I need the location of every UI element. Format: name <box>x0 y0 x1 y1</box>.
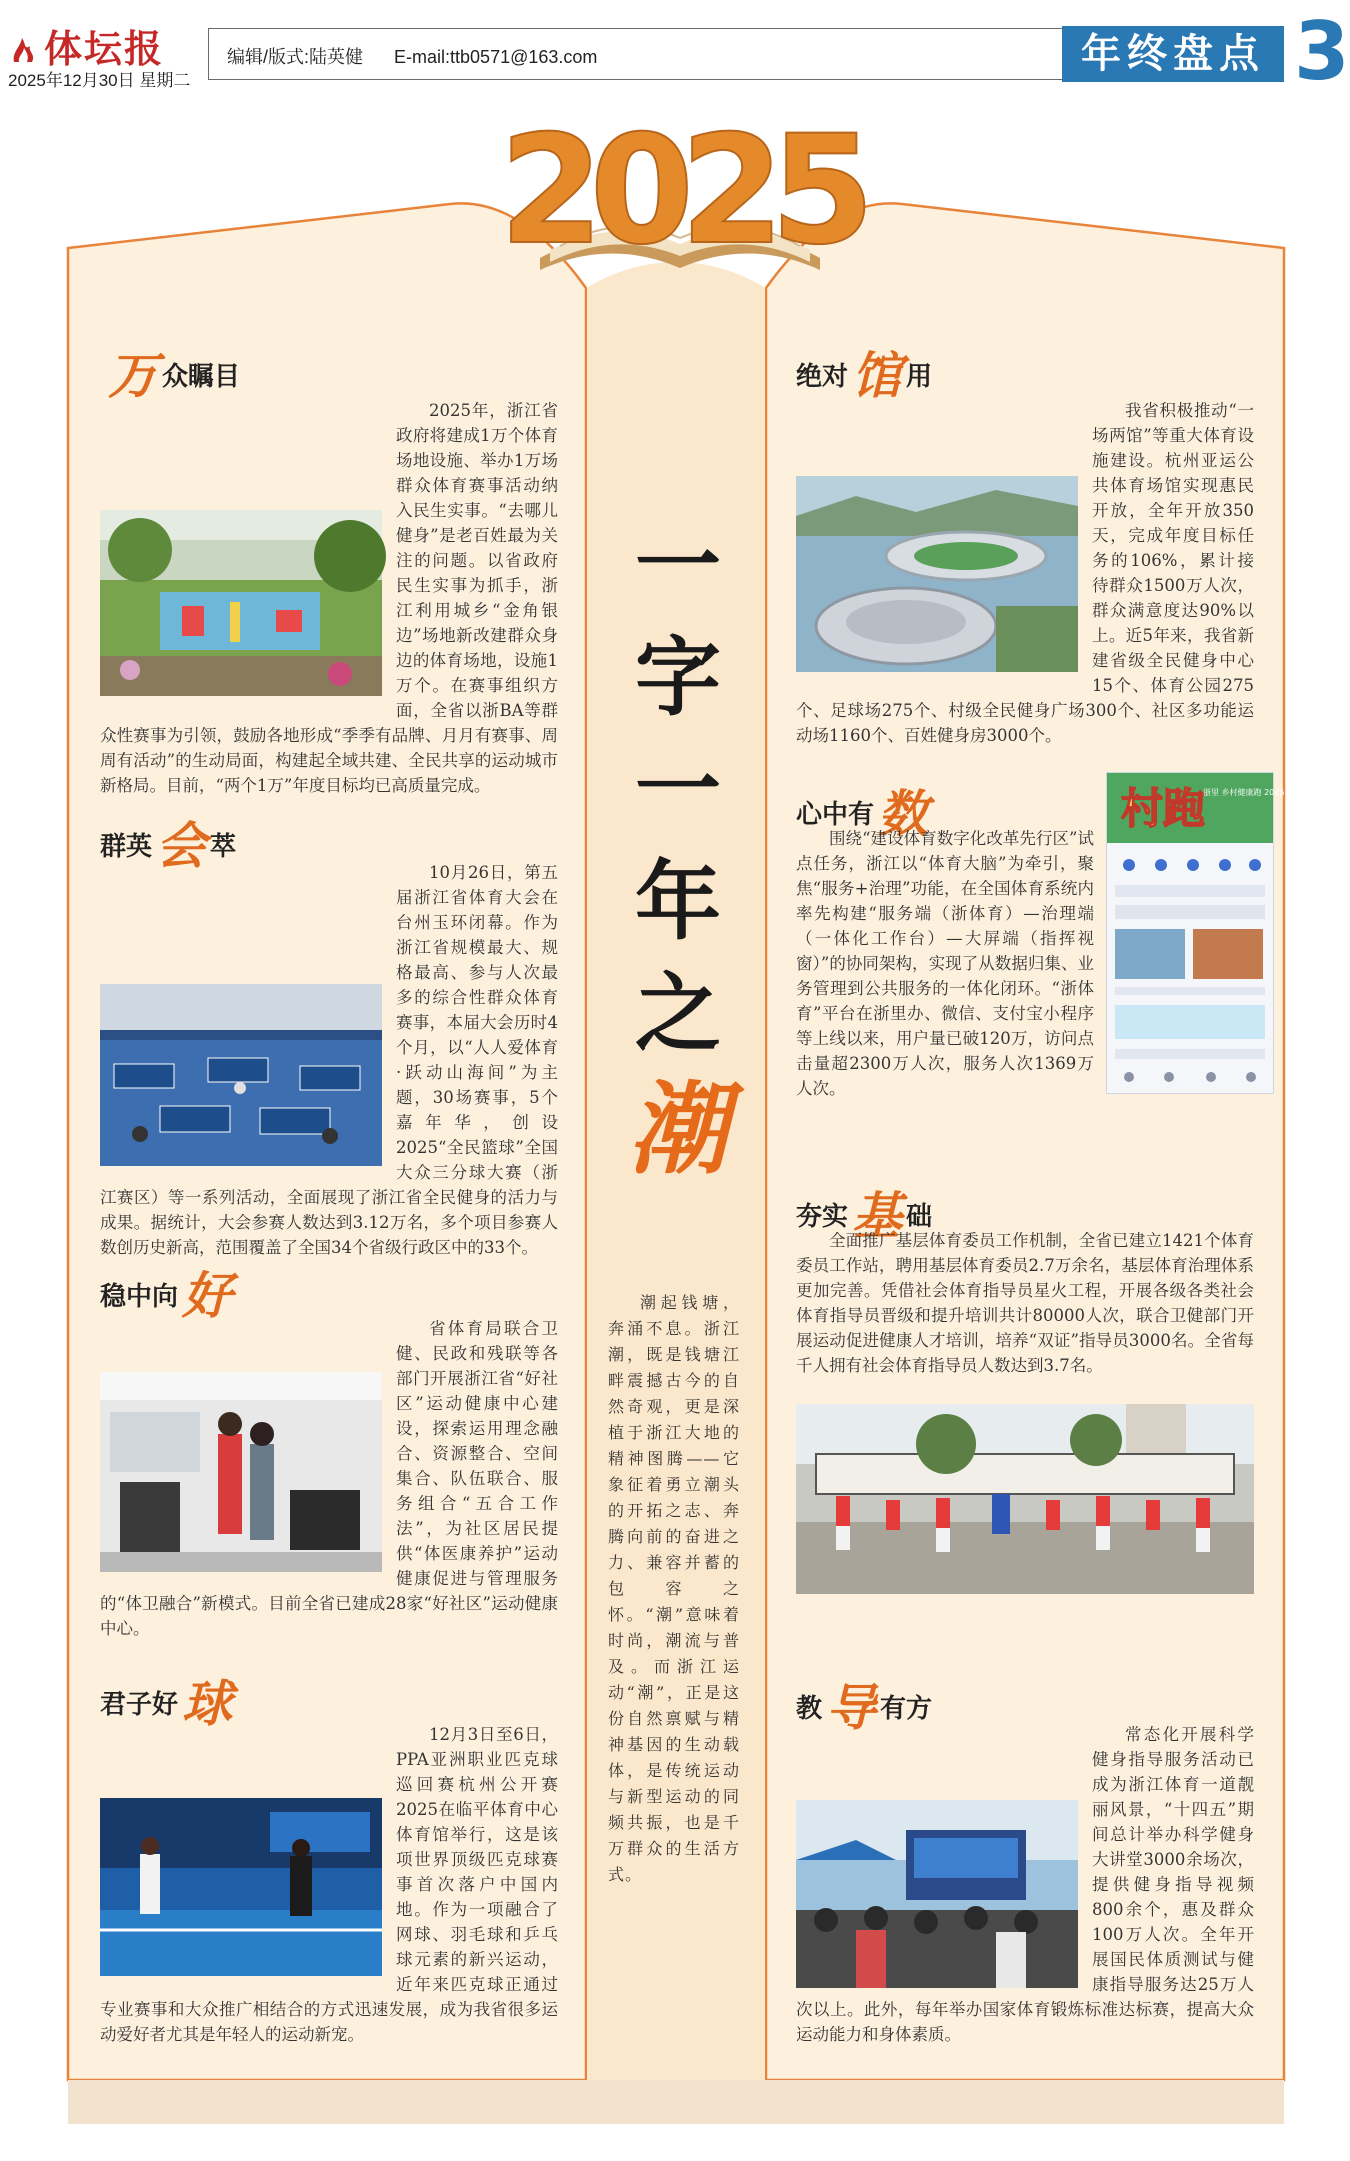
head-highlight: 好 <box>182 1266 233 1325</box>
center-title-char: 之 <box>635 964 721 1064</box>
center-intro-text: 潮起钱塘，奔涌不息。浙江潮，既是钱塘江畔震撼古今的自然奇观，更是深植于浙江大地的精神图腾——它象征着勇立潮头的开拓之志、奔腾向前的奋进之力、兼容并蓄的包容之怀。“潮”意味着时尚，潮流与普及。而浙江运动“潮”，正是这份自然禀赋与精神基因的生动载体，是传统运动与新型运动的同频共振，也是千万群众的生活方式。 <box>608 1293 740 1884</box>
photo-table-tennis-hall <box>100 984 382 1166</box>
article-text: 10月26日，第五届浙江省体育大会在台州玉环闭幕。作为浙江省规模最大、规格最高、参与人次最多的综合性群众体育赛事，本届大会历时4个月，以“人人爱体育·跃动山海间”为主题，30场赛事，5个嘉年华，创设2025“全民篮球”全国大众三分球大赛（浙江赛区）等一系列活动，全面展现了浙江省全民健身的活力与成果。据统计，大会参赛人数达到3.12万名，多个项目参赛人数创历史新高，范围覆盖了全国34个省级行政区中的33个。 <box>100 863 558 1257</box>
article-text: 12月3日至6日，PPA亚洲职业匹克球巡回赛杭州公开赛2025在临平体育中心体育馆举行，这是该项世界顶级匹克球赛事首次落户中国内地。作为一项融合了网球、羽毛球和乒乓球元素的新兴运动，近年来匹克球正通过专业赛事和大众推广相结合的方式迅速发展，成为我省很多运动爱好者尤其是年轻人的运动新宠。 <box>100 1725 558 2044</box>
article-text: 我省积极推动“一场两馆”等重大体育设施建设。杭州亚运公共体育场馆实现惠民开放，全年开放350天，完成年度目标任务的106%，累计接待群众1500万人次，群众满意度达90%以上。近5年来，我省新建省级全民健身中心15个、体育公园275个、足球场275个、村级全民健身广场300个、社区多功能运动场1160个、百姓健身房3000个。 <box>796 401 1254 745</box>
article-head: 心中有数 <box>796 784 929 843</box>
head-highlight: 数 <box>878 784 929 843</box>
head-highlight: 导 <box>826 1678 877 1737</box>
head-highlight: 会 <box>156 816 207 875</box>
app-banner-sub: 浙里 乡村健康跑 2025 <box>1203 788 1285 797</box>
center-title-char: 年 <box>635 852 721 952</box>
article-body <box>100 1722 558 2047</box>
year-graphic <box>499 70 861 290</box>
article-text: 常态化开展科学健身指导服务活动已成为浙江体育一道靓丽风景，“十四五”期间总计举办科学健身大讲堂3000余场次，提供健身指导视频800余个，惠及群众100万人次。全年开展国民体质测试与健康指导服务达25万人次以上。此外，每年举办国家体育锻炼标准达标赛，提高大众运动能力和身体素质。 <box>796 1725 1254 2044</box>
column-tag: 年终盘点 <box>1062 26 1284 82</box>
center-title-char: 字 <box>635 628 721 728</box>
article-head: 稳中向好 <box>100 1266 233 1325</box>
photo-health-center <box>100 1372 382 1572</box>
photo-pickleball <box>100 1798 382 1976</box>
photo-square-dance <box>796 1404 1254 1594</box>
center-title-char: 一 <box>635 740 721 840</box>
center-intro <box>608 1290 740 1888</box>
head-highlight: 万 <box>108 346 158 405</box>
photo-app-screenshot <box>1106 772 1285 1094</box>
article-text: 围绕“建设体育数字化改革先行区”试点任务，浙江以“体育大脑”为牵引，聚焦“服务+治理”功能，在全国体育系统内率先构建“服务端（浙体育）—治理端（一体化工作台）—大屏端（指挥视窗）”的协同架构，实现了从数据归集、业务管理到公共服务的一体化闭环。“浙体育”平台在浙里办、微信、支付宝小程序等上线以来，用户量已破120万，访问点击量超2300万人次，服务人次1369万人次。 <box>796 829 1094 1098</box>
article-body <box>796 1228 1254 1378</box>
photo-fitness-lecture <box>796 1800 1078 1988</box>
article-body <box>100 1316 558 1641</box>
photo-park-fitness <box>100 510 382 696</box>
center-title <box>628 510 728 1190</box>
paper-name: 体坛报 <box>44 26 165 71</box>
page-number: 3 <box>1294 5 1350 98</box>
article-head: 君子好球 <box>100 1674 233 1733</box>
year-text: 2025 <box>499 104 861 278</box>
article-head: 万众瞩目 <box>108 346 241 405</box>
center-title-char: 一 <box>635 516 721 616</box>
article-body <box>100 860 558 1260</box>
article-body <box>796 1722 1254 2047</box>
article-text: 2025年，浙江省政府将建成1万个体育场地设施、举办1万场群众体育赛事活动纳入民生实事。“去哪儿健身”是老百姓最为关注的问题。以省政府民生实事为抓手，浙江利用城乡“金角银边”场地新改建群众身边的体育场地，设施1万个。在赛事组织方面，全省以浙BA等群众性赛事为引领，鼓励各地形成“季季有品牌、月月有赛事、周周有活动”的生动局面，构建起全域共建、全民共享的运动城市新格局。目前，“两个1万”年度目标均已高质量完成。 <box>100 401 558 795</box>
photo-stadium <box>796 476 1078 672</box>
center-title-highlight: 潮 <box>628 1071 728 1188</box>
editor-credit: 编辑/版式:陆英健 <box>227 47 364 67</box>
article-head: 夯实基 础 <box>796 1186 933 1245</box>
article-head: 群英会 萃 <box>100 816 237 875</box>
article-text: 全面推广基层体育委员工作机制，全省已建立1421个体育委员工作站，聘用基层体育委员2.7万余名，基层体育治理体系更加完善。凭借社会体育指导员星火工程，开展各级各类社会体育指导员晋级和提升培训共计80000人次，联合卫健部门开展运动促进健康人才培训，培养“双证”指导员3000名。全省每千人拥有社会体育指导员人数达到3.7名。 <box>796 1231 1254 1375</box>
head-highlight: 馆 <box>852 346 903 405</box>
app-banner-text: 村跑 <box>1121 784 1206 833</box>
article-head: 教导 有方 <box>796 1678 933 1737</box>
head-highlight: 球 <box>182 1674 233 1733</box>
article-text: 省体育局联合卫健、民政和残联等各部门开展浙江省“好社区”运动健康中心建设，探索运用理念融合、资源整合、空间集合、队伍联合、服务组合“五合工作法”，为社区居民提供“体医康养护”运动健康促进与管理服务的“体卫融合”新模式。目前全省已建成28家“好社区”运动健康中心。 <box>100 1319 558 1638</box>
head-highlight: 基 <box>852 1186 903 1245</box>
article-head: 绝对馆 用 <box>796 346 933 405</box>
email-credit: E-mail:ttb0571@163.com <box>394 47 598 67</box>
article-body <box>796 398 1254 748</box>
article-body <box>100 398 558 798</box>
publication-date: 2025年12月30日 星期二 <box>8 71 191 90</box>
